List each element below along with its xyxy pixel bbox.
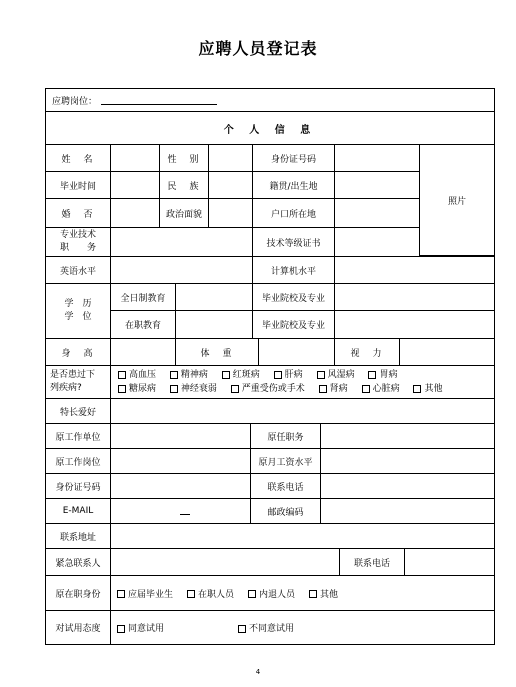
email-label: E-MAIL: [45, 498, 111, 524]
ethnicity-label: 民 族: [159, 171, 209, 199]
checkbox-icon: [368, 371, 376, 379]
page-number: 4: [255, 668, 261, 676]
school-major-label-1: 毕业院校及专业: [252, 283, 335, 311]
disease-row-2: [118, 382, 453, 396]
vision-field[interactable]: [399, 338, 495, 366]
postcode-label: 邮政编码: [250, 498, 321, 524]
graduation-time-label: 毕业时间: [45, 171, 111, 199]
disease-option[interactable]: 心脏病: [362, 382, 400, 396]
name-field[interactable]: [110, 144, 160, 172]
politics-field[interactable]: [208, 198, 253, 228]
skill-cert-field[interactable]: [334, 227, 420, 257]
professional-title-line1: 专业技术: [59, 230, 96, 240]
status-option[interactable]: 在职人员: [187, 587, 234, 600]
english-field[interactable]: [110, 256, 253, 284]
checkbox-icon: [317, 371, 325, 379]
school-major-field-1[interactable]: [334, 283, 495, 311]
status-options: [110, 575, 495, 611]
attitude-option-agree[interactable]: 同意试用: [117, 621, 164, 634]
name-label: 姓 名: [45, 144, 111, 172]
disease-line2: 列疾病?: [50, 383, 82, 393]
status-option[interactable]: 内退人员: [248, 587, 295, 600]
fulltime-education-field[interactable]: [175, 283, 253, 311]
school-major-label-2: 毕业院校及专业: [252, 310, 335, 339]
address-label: 联系地址: [45, 523, 111, 549]
dash-mark: [180, 514, 190, 515]
fulltime-education-label: 全日制教育: [110, 283, 176, 311]
email-field[interactable]: [110, 498, 251, 524]
prev-salary-field[interactable]: [320, 448, 495, 474]
graduation-time-field[interactable]: [110, 171, 160, 199]
checkbox-icon: [231, 385, 239, 393]
skill-cert-label: 技术等级证书: [252, 227, 335, 257]
disease-option[interactable]: 神经衰弱: [170, 382, 217, 396]
status-option[interactable]: 其他: [309, 587, 338, 600]
emergency-contact-label: 紧急联系人: [45, 548, 111, 576]
school-major-field-2[interactable]: [334, 310, 495, 339]
checkbox-icon: [117, 625, 125, 633]
disease-option[interactable]: 风湿病: [317, 368, 355, 382]
parttime-education-label: 在职教育: [110, 310, 176, 339]
checkbox-icon: [170, 371, 178, 379]
checkbox-icon: [118, 385, 126, 393]
address-field[interactable]: [110, 523, 495, 549]
gender-field[interactable]: [208, 144, 253, 172]
checkbox-icon: [118, 371, 126, 379]
disease-line1: 是否患过下: [50, 370, 96, 380]
checkbox-icon: [413, 385, 421, 393]
prev-duty-label: 原任职务: [250, 423, 321, 449]
attitude-label: 对试用态度: [45, 610, 111, 645]
disease-option[interactable]: 高血压: [118, 368, 156, 382]
height-field[interactable]: [110, 338, 176, 366]
english-label: 英语水平: [45, 256, 111, 284]
computer-field[interactable]: [334, 256, 495, 284]
height-label: 身 高: [45, 338, 111, 366]
section-header: 个 人 信 息: [45, 111, 495, 145]
hobby-field[interactable]: [110, 398, 495, 424]
id-number-field-2[interactable]: [110, 473, 251, 499]
id-number-label: 身份证号码: [252, 144, 335, 172]
disease-row-1: [118, 368, 408, 382]
status-label: 原在职身份: [45, 575, 111, 611]
position-field[interactable]: [101, 95, 217, 105]
marital-label: 婚 否: [45, 198, 111, 228]
phone-field[interactable]: [320, 473, 495, 499]
disease-options: [110, 365, 495, 399]
attitude-option-disagree[interactable]: 不同意试用: [238, 621, 294, 634]
checkbox-icon: [238, 625, 246, 633]
emergency-contact-field[interactable]: [110, 548, 340, 576]
prev-post-label: 原工作岗位: [45, 448, 111, 474]
disease-option[interactable]: 胃病: [368, 368, 397, 382]
ethnicity-field[interactable]: [208, 171, 253, 199]
prev-duty-field[interactable]: [320, 423, 495, 449]
emergency-phone-field[interactable]: [404, 548, 495, 576]
gender-label: 性 别: [159, 144, 209, 172]
hometown-label: 籍贯/出生地: [252, 171, 335, 199]
weight-field[interactable]: [258, 338, 335, 366]
prev-unit-field[interactable]: [110, 423, 251, 449]
hobby-label: 特长爱好: [45, 398, 111, 424]
disease-option[interactable]: 严重受伤或手术: [231, 382, 305, 396]
checkbox-icon: [170, 385, 178, 393]
photo-box[interactable]: 照片: [419, 144, 495, 256]
checkbox-icon: [222, 371, 230, 379]
disease-option[interactable]: 糖尿病: [118, 382, 156, 396]
disease-option[interactable]: 肝病: [274, 368, 303, 382]
checkbox-icon: [117, 590, 125, 598]
disease-option[interactable]: 红斑病: [222, 368, 260, 382]
checkbox-icon: [362, 385, 370, 393]
professional-title-label: [45, 227, 111, 257]
checkbox-icon: [319, 385, 327, 393]
status-option[interactable]: 应届毕业生: [117, 587, 173, 600]
hometown-field[interactable]: [334, 171, 420, 199]
professional-title-line2: 职 务: [59, 243, 96, 253]
disease-option[interactable]: 肾病: [319, 382, 348, 396]
marital-field[interactable]: [110, 198, 160, 228]
form-title: 应聘人员登记表: [198, 39, 318, 58]
professional-title-field[interactable]: [110, 227, 253, 257]
disease-label: [45, 365, 111, 399]
computer-label: 计算机水平: [252, 256, 335, 284]
prev-salary-label: 原月工资水平: [250, 448, 321, 474]
education-label: [45, 283, 111, 339]
disease-option[interactable]: 其他: [413, 382, 442, 396]
id-number-label-2: 身份证号码: [45, 473, 111, 499]
vision-label: 视 力: [334, 338, 400, 366]
checkbox-icon: [187, 590, 195, 598]
checkbox-icon: [274, 371, 282, 379]
prev-unit-label: 原工作单位: [45, 423, 111, 449]
disease-option[interactable]: 精神病: [170, 368, 208, 382]
emergency-phone-label: 联系电话: [339, 548, 405, 576]
hukou-label: 户口所在地: [252, 198, 335, 228]
attitude-options: [110, 610, 495, 645]
parttime-education-field[interactable]: [175, 310, 253, 339]
position-row: [45, 88, 495, 112]
weight-label: 体 重: [175, 338, 259, 366]
prev-post-field[interactable]: [110, 448, 251, 474]
postcode-field[interactable]: [320, 498, 495, 524]
education-line1: 学 历: [64, 299, 92, 309]
politics-label: 政治面貌: [159, 198, 209, 228]
hukou-field[interactable]: [334, 198, 420, 228]
position-label: 应聘岗位：: [52, 96, 98, 107]
phone-label: 联系电话: [250, 473, 321, 499]
id-number-field[interactable]: [334, 144, 420, 172]
checkbox-icon: [309, 590, 317, 598]
checkbox-icon: [248, 590, 256, 598]
education-line2: 学 位: [64, 312, 92, 322]
